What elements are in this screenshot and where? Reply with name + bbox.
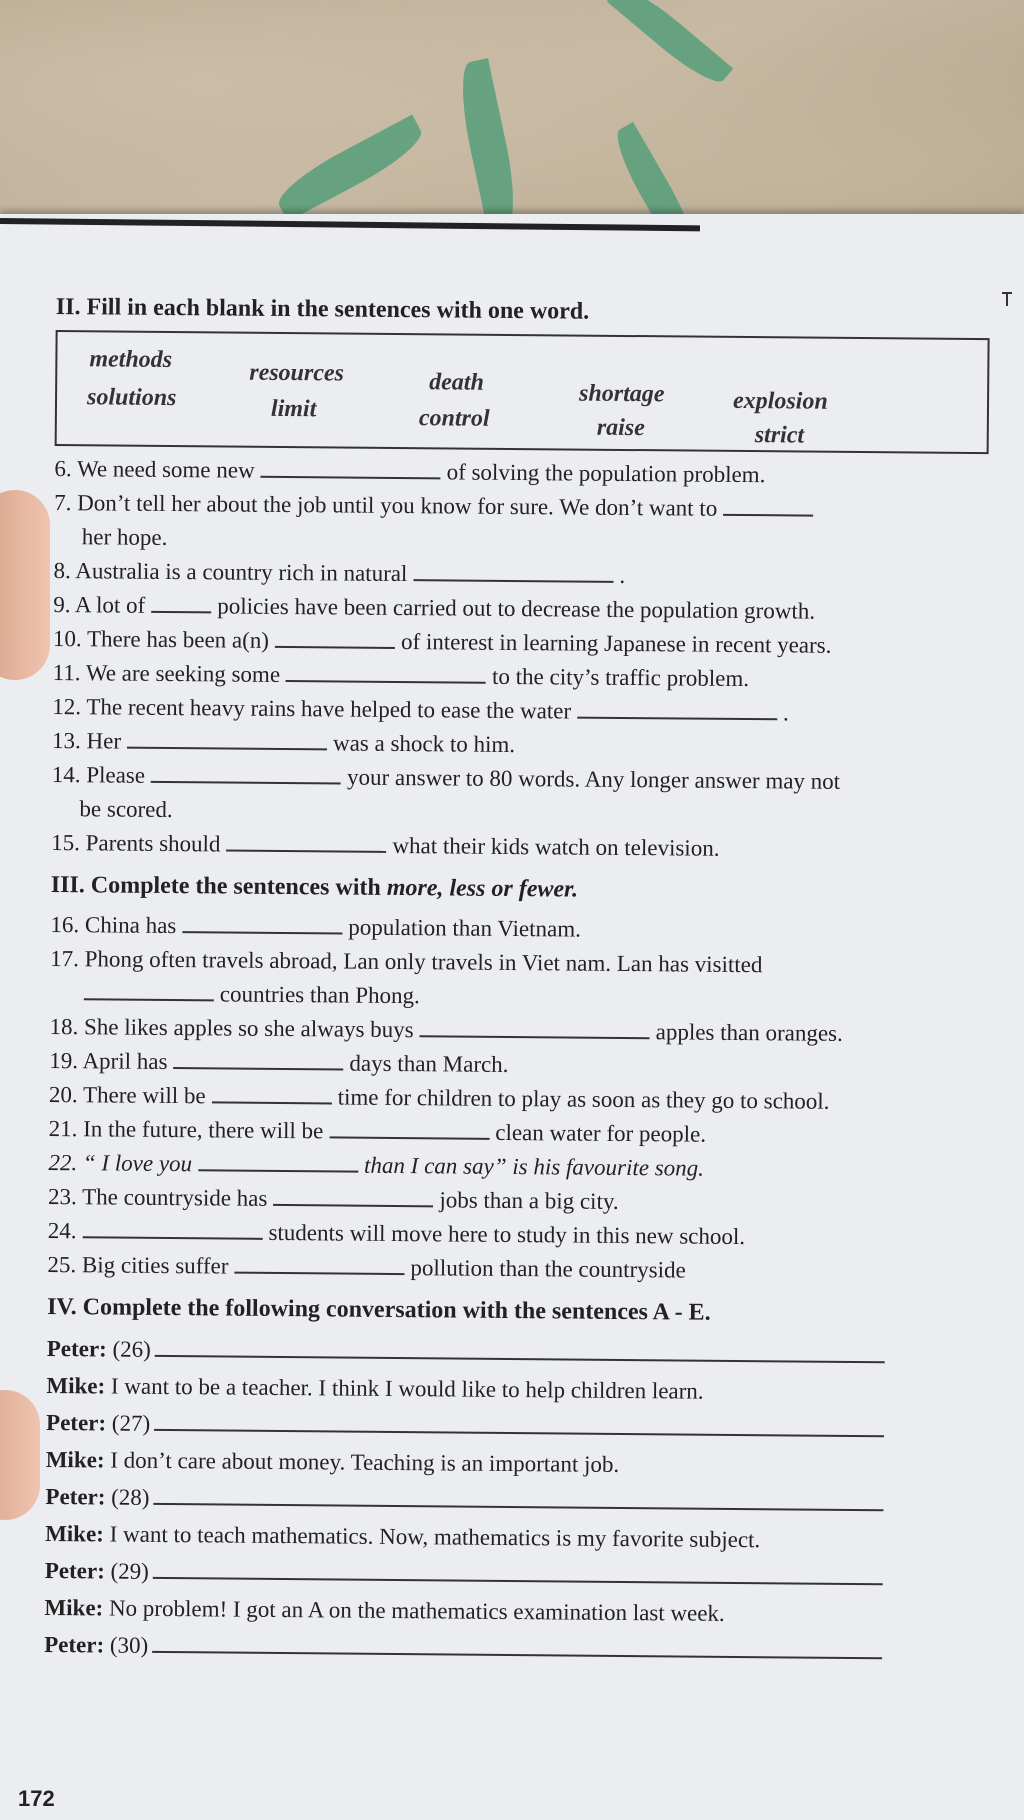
dialog-line-26: Peter: (26) (47, 1330, 987, 1375)
answer-blank[interactable] (226, 830, 386, 853)
section-3-title: III. Complete the sentences with more, less or fewer. (50, 871, 579, 903)
item-18: 18. She likes apples so she always buys apples than oranges. (49, 1013, 843, 1046)
item-19: 19. April has days than March. (49, 1047, 509, 1077)
item-11: 11. We are seeking some to the city’s traffic problem. (52, 659, 750, 692)
dialog-line-28: Peter: (28) (45, 1478, 985, 1523)
answer-blank[interactable] (151, 591, 211, 614)
answer-blank[interactable] (198, 1149, 358, 1172)
leaf-pattern (453, 58, 524, 232)
answer-blank[interactable] (723, 494, 813, 517)
answer-blank[interactable] (329, 1116, 489, 1139)
page-number: 172 (18, 1786, 55, 1811)
word-shortage: shortage (579, 380, 665, 408)
answer-blank[interactable] (261, 456, 441, 480)
finger-left-lower (0, 1390, 40, 1520)
answer-blank[interactable] (212, 1081, 332, 1104)
answer-blank[interactable] (154, 1407, 884, 1437)
dialog-line-30: Peter: (30) (44, 1626, 984, 1671)
answer-blank[interactable] (151, 761, 341, 785)
answer-blank[interactable] (182, 911, 342, 934)
dialog-line-mike-3: Mike: I want to teach mathematics. Now, mathematics is my favorite subject. (45, 1520, 761, 1553)
dialog-line-29: Peter: (29) (45, 1552, 985, 1597)
item-8: 8. Australia is a country rich in natural . (53, 557, 626, 588)
item-10: 10. There has been a(n) of interest in learning Japanese in recent years. (52, 625, 832, 658)
word-explosion: explosion (732, 387, 828, 415)
word-limit: limit (270, 395, 317, 423)
item-7: 7. Don’t tell her about the job until you know for sure. We don’t want to (54, 486, 994, 528)
word-methods: methods (89, 346, 173, 374)
answer-blank[interactable] (82, 1216, 262, 1240)
answer-blank[interactable] (84, 978, 214, 1001)
word-control: control (418, 405, 490, 432)
item-17-cont: countries than Phong. (50, 976, 990, 1018)
word-resources: resources (249, 359, 345, 387)
item-16: 16. China has population than Vietnam. (50, 911, 582, 942)
section-2-title: II. Fill in each blank in the sentences with one word. (55, 293, 590, 325)
answer-blank[interactable] (420, 1015, 650, 1039)
word-box (55, 330, 990, 454)
page-edge-mark-icon (1000, 292, 1014, 306)
answer-blank[interactable] (152, 1629, 882, 1659)
answer-blank[interactable] (153, 1481, 883, 1511)
finger-left (0, 490, 50, 680)
worksheet-content (44, 290, 996, 1671)
item-23: 23. The countryside has jobs than a big city. (47, 1183, 619, 1214)
item-25: 25. Big cities suffer pollution than the countryside (47, 1251, 686, 1283)
leaf-pattern (607, 0, 734, 91)
item-15: 15. Parents should what their kids watch on television. (51, 829, 720, 861)
answer-blank[interactable] (155, 1333, 885, 1363)
answer-blank[interactable] (173, 1047, 343, 1070)
item-7-cont: her hope. (81, 524, 168, 550)
item-12: 12. The recent heavy rains have helped to ease the water . (52, 693, 789, 726)
answer-blank[interactable] (153, 1555, 883, 1585)
item-14-cont: be scored. (79, 796, 173, 823)
conversation (44, 1330, 987, 1671)
word-death: death (429, 369, 484, 396)
item-17: 17. Phong often travels abroad, Lan only travels in Viet nam. Lan has visitted (50, 945, 763, 978)
leaf-pattern (271, 115, 429, 222)
item-24: 24. students will move here to study in this new school. (47, 1217, 746, 1250)
word-solutions: solutions (86, 384, 177, 412)
answer-blank[interactable] (286, 660, 486, 684)
answer-blank[interactable] (413, 559, 613, 583)
dialog-line-mike-4: Mike: No problem! I got an A on the mathematics examination last week. (44, 1594, 725, 1626)
item-9: 9. A lot of policies have been carried out to decrease the population growth. (53, 591, 816, 624)
answer-blank[interactable] (273, 1184, 433, 1207)
item-13: 13. Her was a shock to him. (51, 727, 516, 758)
word-raise: raise (596, 414, 645, 442)
section-4-title: IV. Complete the following conversation with the sentences A - E. (47, 1293, 711, 1326)
item-14: 14. Please your answer to 80 words. Any longer answer may not (51, 761, 841, 794)
item-20: 20. There will be time for children to play as soon as they go to school. (48, 1081, 830, 1114)
answer-blank[interactable] (234, 1252, 404, 1275)
dialog-line-mike-2: Mike: I don’t care about money. Teaching is an important job. (45, 1446, 620, 1477)
item-22: 22. “ I love you than I can say” is his favourite song. (48, 1149, 705, 1181)
item-6: 6. We need some new of solving the population problem. (54, 455, 766, 488)
answer-blank[interactable] (577, 697, 777, 721)
item-21: 21. In the future, there will be clean water for people. (48, 1115, 707, 1147)
answer-blank[interactable] (127, 727, 327, 751)
answer-blank[interactable] (275, 626, 395, 649)
dialog-line-27: Peter: (27) (46, 1404, 986, 1449)
word-strict: strict (754, 422, 805, 449)
dialog-line-mike-1: Mike: I want to be a teacher. I think I would like to help children learn. (46, 1372, 704, 1404)
